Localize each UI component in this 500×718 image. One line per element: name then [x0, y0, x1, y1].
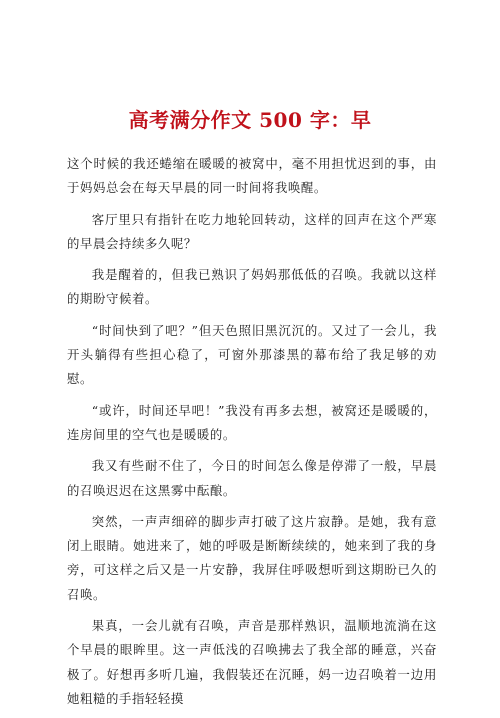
paragraph-6: 我又有些耐不住了，今日的时间怎么像是停滞了一般，早晨的召唤迟迟在这黑雾中酝酿。 [67, 458, 437, 498]
page-title: 高考满分作文 500 字：早 [128, 108, 372, 132]
paragraph-7: 突然，一声声细碎的脚步声打破了这片寂静。是她，我有意闭上眼睛。她进来了，她的呼吸是断断续续的，她来到了我的身旁，可这样之后又是一片安静，我屏住呼吸想听到这期盼已久的召唤。 [67, 513, 437, 602]
paragraph-2: 客厅里只有指针在吃力地轮回转动，这样的回声在这个严寒的早晨会持续多久呢？ [67, 211, 437, 251]
paragraph-3: 我是醒着的，但我已熟识了妈妈那低低的召唤。我就以这样的期盼守候着。 [67, 267, 437, 307]
article-body [67, 152, 437, 718]
paragraph-1: 这个时候的我还蜷缩在暖暖的被窝中，毫不用担忧迟到的事，由于妈妈总会在每天早晨的同一时间将我唤醒。 [67, 156, 437, 196]
paragraph-4: “时间快到了吧？”但天色照旧黑沉沉的。又过了一会儿，我开头躺得有些担心稳了，可窗外那漆黑的幕布给了我足够的劝慰。 [67, 322, 437, 387]
paragraph-8: 果真，一会儿就有召唤，声音是那样熟识，温顺地流淌在这个早晨的眼眸里。这一声低浅的召唤拂去了我全部的睡意，兴奋极了。好想再多听几遍，我假装还在沉睡，妈一边召唤着一边用她粗糙的手指轻轻摸 [67, 618, 437, 706]
paragraph-5: “或许，时间还早吧！”我没有再多去想，被窝还是暖暖的，连房间里的空气也是暖暖的。 [67, 402, 437, 442]
